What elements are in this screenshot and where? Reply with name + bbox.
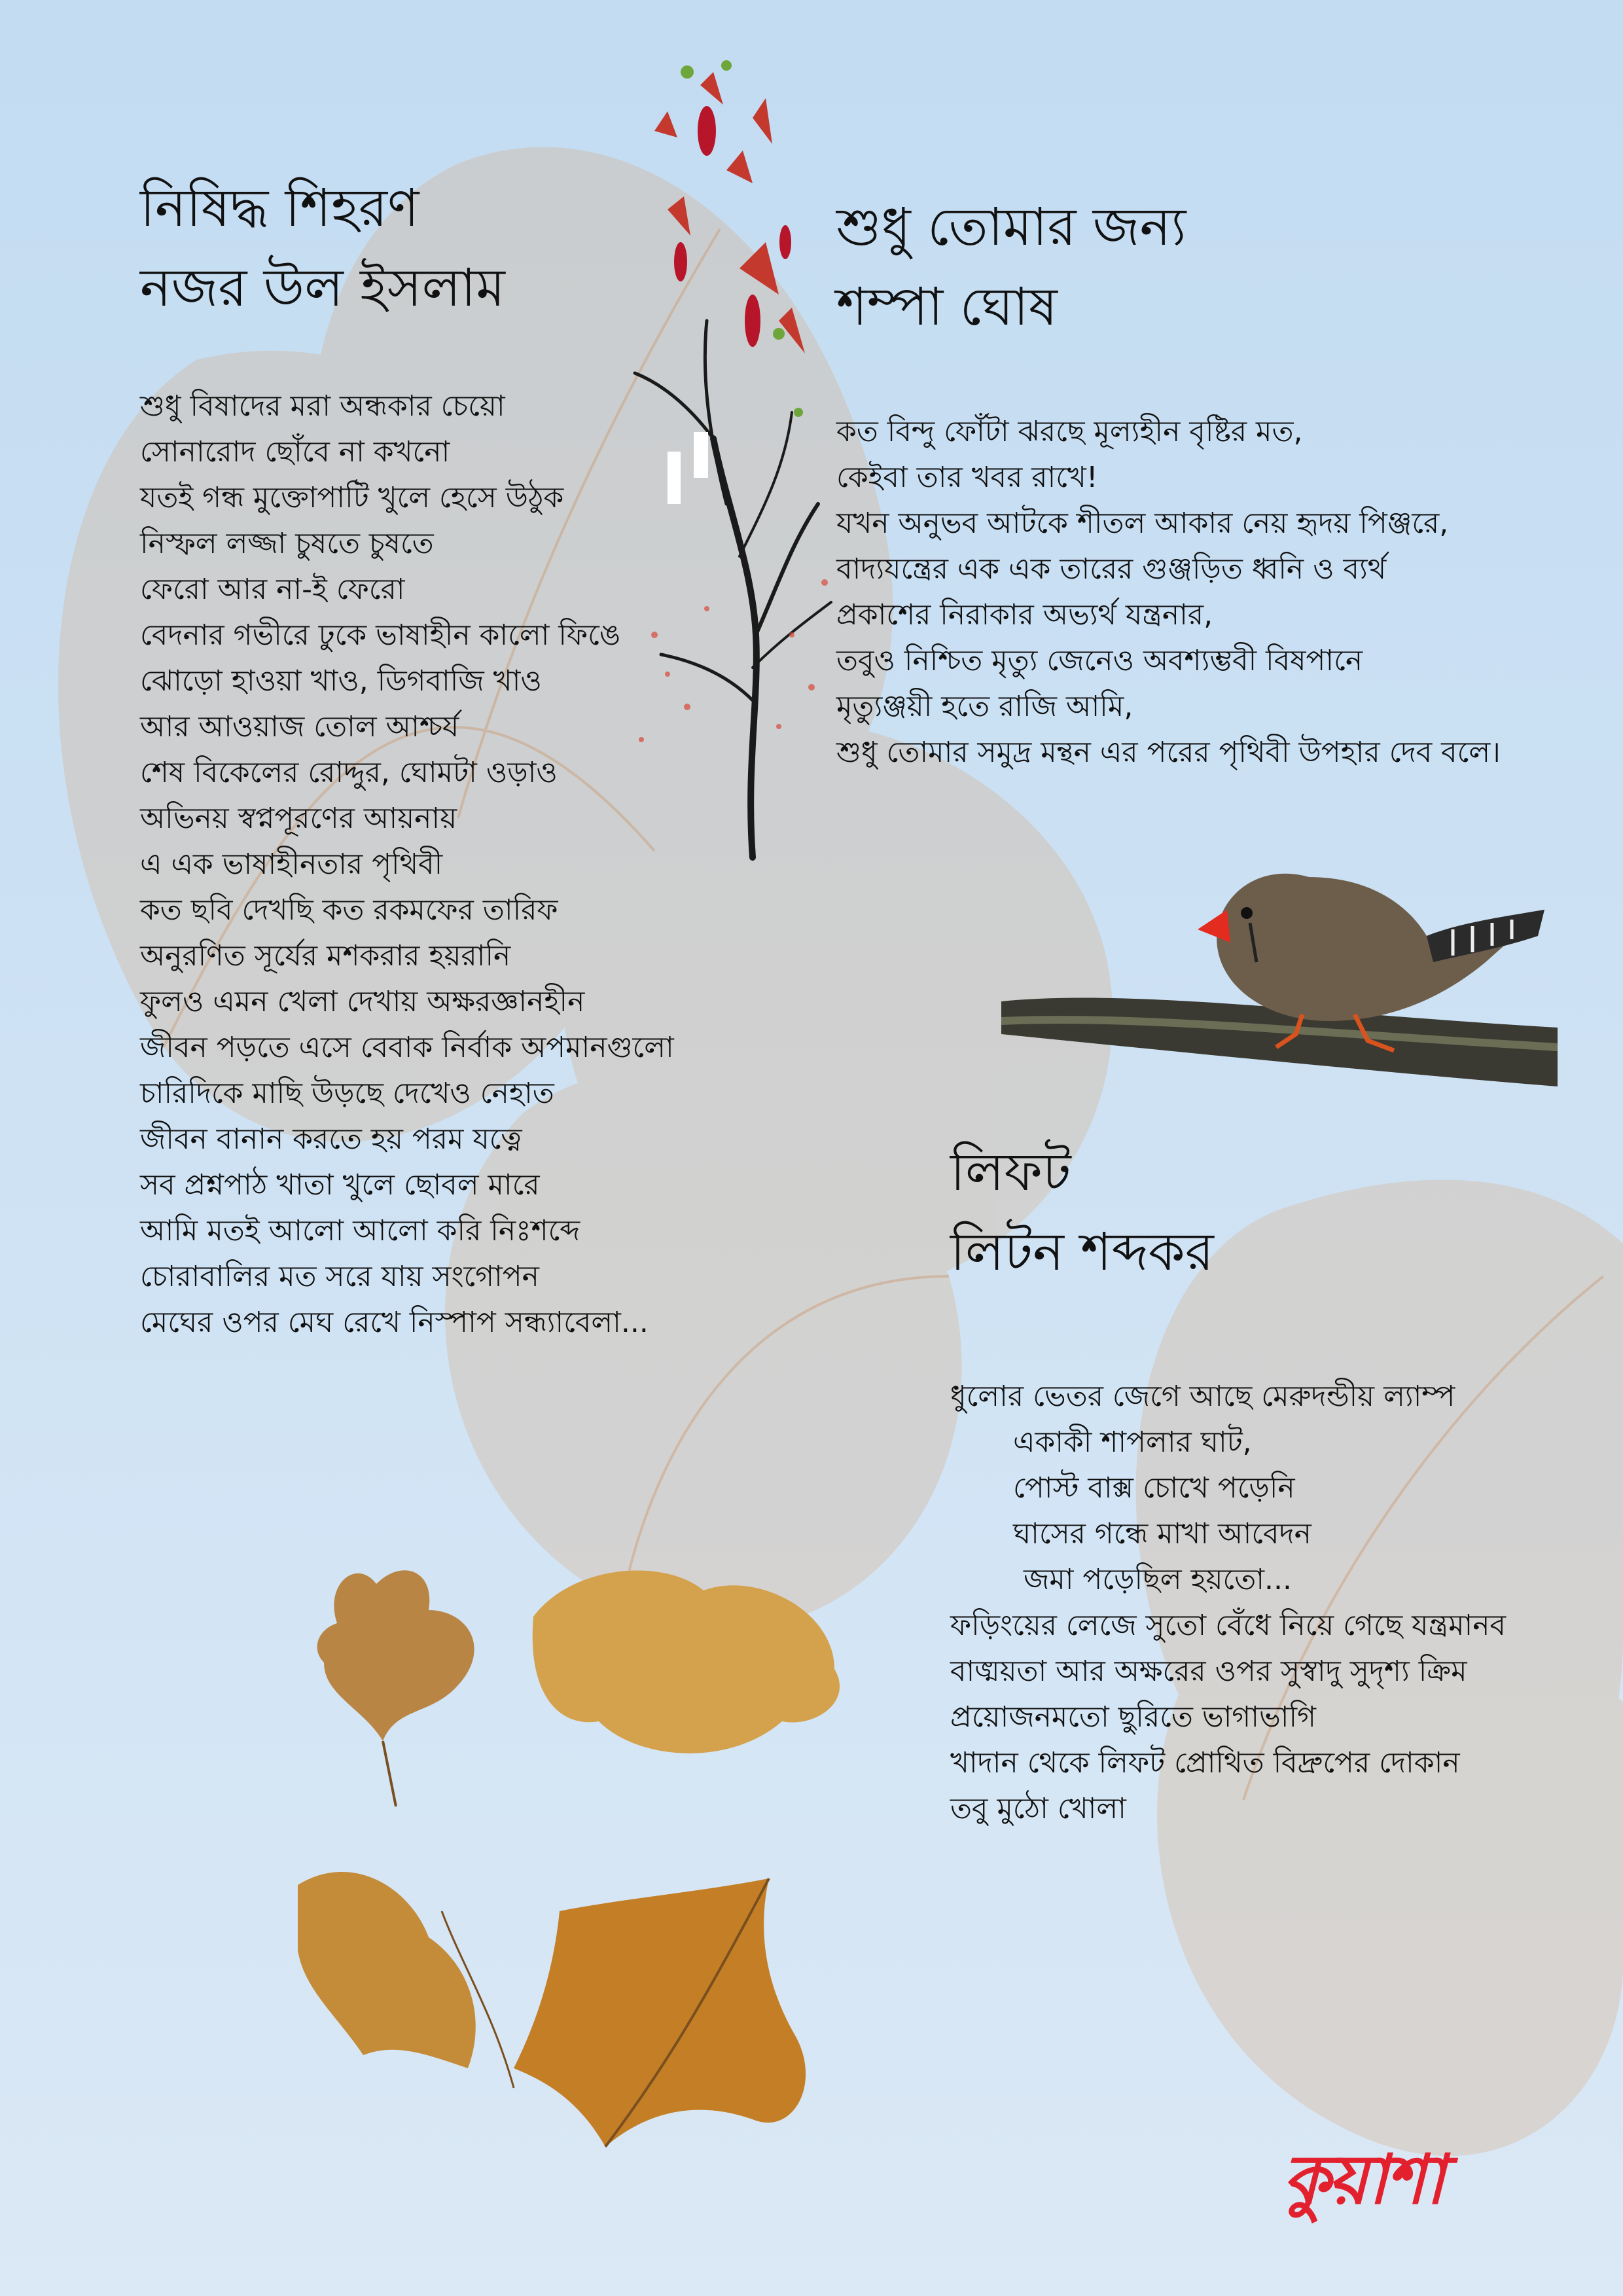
dry-leaves-image <box>298 1545 887 2173</box>
poem-line: জীবন পড়তে এসে বেবাক নির্বাক অপমানগুলো <box>140 1031 674 1064</box>
poem-title: নিষিদ্ধ শিহরণ <box>140 177 419 238</box>
poem-line: ধুলোর ভেতর জেগে আছে মেরুদন্ডীয় ল্যাম্প <box>950 1380 1455 1413</box>
poem-line: অভিনয় স্বপ্নপূরণের আয়নায় <box>140 802 457 835</box>
stanza <box>140 1071 674 1346</box>
poem-nishiddho-shihoron <box>140 168 674 1346</box>
poem-line: নিস্ফল লজ্জা চুষতে চুষতে <box>140 527 434 560</box>
poem-line: এ এক ভাষাহীনতার পৃথিবী <box>140 848 443 881</box>
stanza <box>140 842 674 1071</box>
poem-line: বাদ্যযন্ত্রের এক এক তারের গুঞ্জড়িত ধ্বনি ও ব্যর্থ <box>836 552 1387 586</box>
poem-line: বেদনার গভীরে ঢুকে ভাষাহীন কালো ফিঙে <box>140 619 621 652</box>
poem-line: ঝোড়ো হাওয়া খাও, ডিগবাজি খাও <box>140 664 542 698</box>
poem-line: শেষ বিকেলের রোদ্দুর, ঘোমটা ওড়াও <box>140 756 558 789</box>
poem-line: কেইবা তার খবর রাখে! <box>836 461 1098 494</box>
poem-line: মেঘের ওপর মেঘ রেখে নিস্পাপ সন্ধ্যাবেলা... <box>140 1306 649 1339</box>
poem-line: জীবন বানান করতে হয় পরম যত্নে <box>140 1122 522 1156</box>
poem-shudhu-tomar-jonno <box>836 187 1501 776</box>
poem-line: ফুলও এমন খেলা দেখায় অক্ষরজ্ঞানহীন <box>140 985 585 1018</box>
stanza <box>950 1603 1506 1832</box>
poem-line: পোস্ট বাক্স চোখে পড়েনি <box>1013 1471 1295 1505</box>
poem-author: লিটন শব্দকর <box>950 1221 1214 1282</box>
poem-author: নজর উল ইসলাম <box>140 257 505 318</box>
stanza <box>140 658 674 842</box>
poem-line: বাঙ্ময়তা আর অক্ষরের ওপর সুস্বাদু সুদৃশ্য ক্রিম <box>950 1655 1467 1688</box>
poem-line: ফড়িংয়ের লেজে সুতো বেঁধে নিয়ে গেছে যন্ত্রমানব <box>950 1609 1507 1642</box>
finch-on-branch-image <box>1001 825 1564 1100</box>
poem-line: অনুরণিত সূর্যের মশকরার হয়রানি <box>140 939 511 973</box>
poem-line: চোরাবালির মত সরে যায় সংগোপন <box>140 1260 539 1293</box>
poem-line: শুধু বিষাদের মরা অন্ধকার চেয়ো <box>140 389 505 423</box>
stanza <box>140 384 674 658</box>
stanza <box>950 1374 1506 1420</box>
poem-line: প্রয়োজনমতো ছুরিতে ভাগাভাগি <box>950 1700 1316 1734</box>
poem-line: ঘাসের গন্ধে মাখা আবেদন <box>1013 1517 1311 1551</box>
poem-line: কত বিন্দু ফোঁটা ঝরছে মূল্যহীন বৃষ্টির মত, <box>836 415 1303 448</box>
stanza <box>836 409 1501 776</box>
poem-line: একাকী শাপলার ঘাট, <box>1013 1426 1252 1459</box>
poem-line: আমি মতই আলো আলো করি নিঃশব্দে <box>140 1214 580 1247</box>
poem-line: তবু মুঠো খোলা <box>950 1792 1126 1825</box>
poem-line: সব প্রশ্নপাঠ খাতা খুলে ছোবল মারে <box>140 1168 540 1202</box>
stanza <box>950 1420 1506 1603</box>
poem-line: জমা পড়েছিল হয়তো... <box>1024 1563 1292 1596</box>
poem-title: শুধু তোমার জন্য <box>836 196 1186 257</box>
poem-line: যতই গন্ধ মুক্তোপাটি খুলে হেসে উঠুক <box>140 481 564 514</box>
poem-line: চারিদিকে মাছি উড়ছে দেখেও নেহাত <box>140 1077 554 1110</box>
poem-line: ফেরো আর না-ই ফেরো <box>140 573 405 606</box>
poem-line: প্রকাশের নিরাকার অভ্যর্থ যন্ত্রনার, <box>836 598 1213 632</box>
kuasha-logo: কুয়াশা <box>1283 2140 1442 2219</box>
poem-line: কত ছবি দেখছি কত রকমফের তারিফ <box>140 893 558 927</box>
poem-author: শম্পা ঘোষ <box>836 276 1058 337</box>
poem-line: তবুও নিশ্চিত মৃত্যু জেনেও অবশ্যম্ভবী বিষপানে <box>836 644 1363 677</box>
poem-line: সোনারোদ ছোঁবে না কখনো <box>140 435 450 469</box>
poem-lift <box>950 1132 1506 1832</box>
poem-line: শুধু তোমার সমুদ্র মন্থন এর পরের পৃথিবী উপহার দেব বলে। <box>836 736 1501 769</box>
poem-line: আর আওয়াজ তোল আশ্চর্য <box>140 710 459 744</box>
poem-title: লিফট <box>950 1141 1071 1202</box>
poem-line: মৃত্যুঞ্জয়ী হতে রাজি আমি, <box>836 690 1133 723</box>
poem-line: খাদান থেকে লিফট প্রোথিত বিদ্রুপের দোকান <box>950 1746 1460 1780</box>
poem-line: যখন অনুভব আটকে শীতল আকার নেয় হৃদয় পিঞ্জরে, <box>836 507 1449 540</box>
